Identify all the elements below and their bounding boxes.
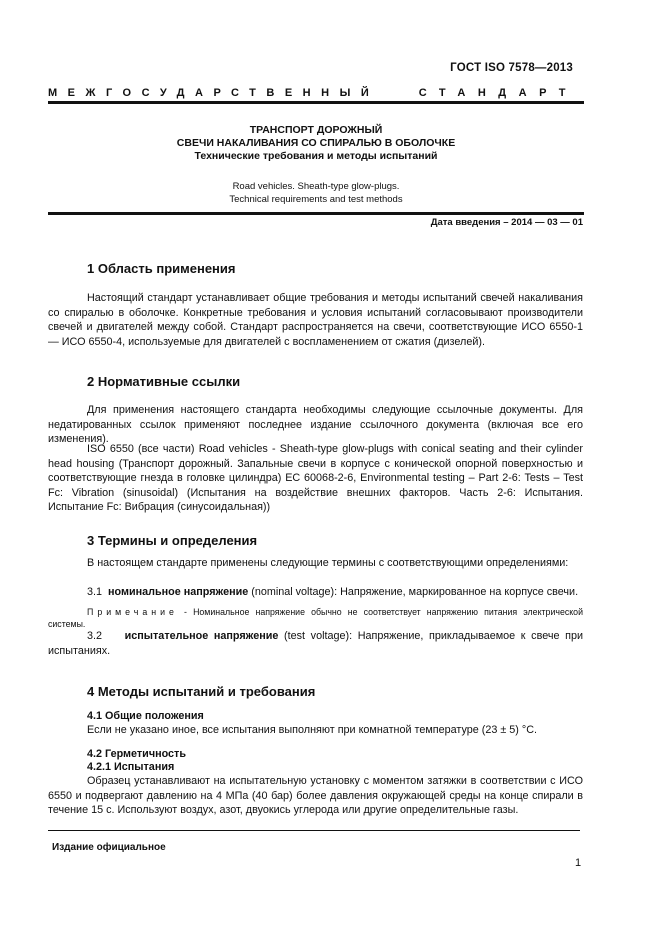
section-2-text-1: Для применения настоящего стандарта необходимы следующие ссылочные документы. Для недатированных ссылок применяют последнее издание ссылочного документа (включая все его изменения). bbox=[48, 404, 583, 445]
title-en-line2: Technical requirements and test methods bbox=[229, 194, 403, 205]
subsection-4-1-heading: 4.1 Общие положения bbox=[87, 710, 204, 722]
term-3-2 bbox=[48, 629, 583, 658]
subsection-4-2-1-heading: 4.2.1 Испытания bbox=[87, 761, 175, 773]
term-3-2-number: 3.2 bbox=[87, 630, 103, 642]
section-3-heading: 3 Термины и определения bbox=[87, 533, 258, 548]
title-ru-line3: Технические требования и методы испытаний bbox=[194, 150, 438, 162]
section-1-text: Настоящий стандарт устанавливает общие требования и методы испытаний свечей накаливания со спиралью в оболочке. Конкретные требования и условия испытаний согласовывают производители свечей и двигателей между собой. Стандарт распространяется на свечи, соответствующие ИСО 6550-1 — ИСО 6550-4, используемые для двигателей с воспламенением от сжатия (дизелей). bbox=[48, 292, 583, 348]
subsection-4-1-text: Если не указано иное, все испытания выполняют при комнатной температуре (23 ± 5) °С. bbox=[87, 724, 537, 736]
section-2-text-2: ISO 6550 (все части) Road vehicles - Sheath-type glow-plugs with conical seating and their cylinder head housing (Транспорт дорожный. Запальные свечи в корпусе с конической опорной поверхностью и соответствующие гнезда в головке цилиндра) EC 60068-2-6, Environmental testing – Part 2-6: Tests – Test Fc: Vibration (sinusoidal) (Испытания на воздействие внешних факторов. Часть 2-6: Испытания. Испытание Fc: Вибрация (синусоидальная)) bbox=[48, 443, 583, 513]
title-english bbox=[48, 180, 584, 206]
title-rule bbox=[48, 212, 584, 215]
title-russian bbox=[48, 124, 584, 163]
term-3-2-term: испытательное напряжение bbox=[124, 630, 279, 642]
term-3-1-term: номинальное напряжение bbox=[108, 586, 249, 598]
title-ru-line1: ТРАНСПОРТ ДОРОЖНЫЙ bbox=[249, 124, 383, 136]
edition-label: Издание официальное bbox=[52, 842, 166, 853]
section-4-heading: 4 Методы испытаний и требования bbox=[87, 684, 316, 699]
footer-rule bbox=[48, 830, 580, 831]
section-2-heading: 2 Нормативные ссылки bbox=[87, 374, 241, 389]
term-3-1-definition: (nominal voltage): Напряжение, маркированное на корпусе свечи. bbox=[251, 586, 579, 598]
note-label: Примечание bbox=[87, 607, 178, 617]
note-3-1 bbox=[48, 606, 583, 630]
note-text: - Номинальное напряжение обычно не соответствует напряжению питания электрической системы. bbox=[48, 607, 583, 629]
term-3-1-number: 3.1 bbox=[87, 586, 103, 598]
header-rule bbox=[48, 101, 584, 104]
title-ru-line2: СВЕЧИ НАКАЛИВАНИЯ СО СПИРАЛЬЮ В ОБОЛОЧКЕ bbox=[176, 137, 456, 149]
standard-type bbox=[48, 87, 578, 99]
page-number: 1 bbox=[575, 857, 582, 869]
standard-type-word1: МЕЖГОСУДАРСТВЕННЫЙ bbox=[48, 87, 380, 99]
term-3-2-definition: (test voltage): Напряжение, прикладываемое к свече при испытаниях. bbox=[48, 630, 584, 657]
term-3-1 bbox=[48, 585, 583, 600]
introduction-date: Дата введения – 2014 — 03 — 01 bbox=[430, 217, 583, 228]
standard-type-word2: СТАНДАРТ bbox=[418, 87, 578, 99]
section-3-intro: В настоящем стандарте применены следующие термины с соответствующими определениями: bbox=[87, 557, 569, 569]
section-1-heading: 1 Область применения bbox=[87, 261, 236, 276]
title-en-line1: Road vehicles. Sheath-type glow-plugs. bbox=[232, 181, 400, 192]
document-id: ГОСТ ISO 7578—2013 bbox=[450, 62, 573, 74]
subsection-4-2-1-text: Образец устанавливают на испытательную установку с моментом затяжки в соответствии с ИСО 6550 и подвергают давлению на 4 МПа (40 бар) более давления окружающей среды на конце спирали в течение 15 с. Используют воздух, азот, двуокись углерода или другие определительные газы. bbox=[48, 775, 583, 816]
subsection-4-2-heading: 4.2 Герметичность bbox=[87, 748, 186, 760]
